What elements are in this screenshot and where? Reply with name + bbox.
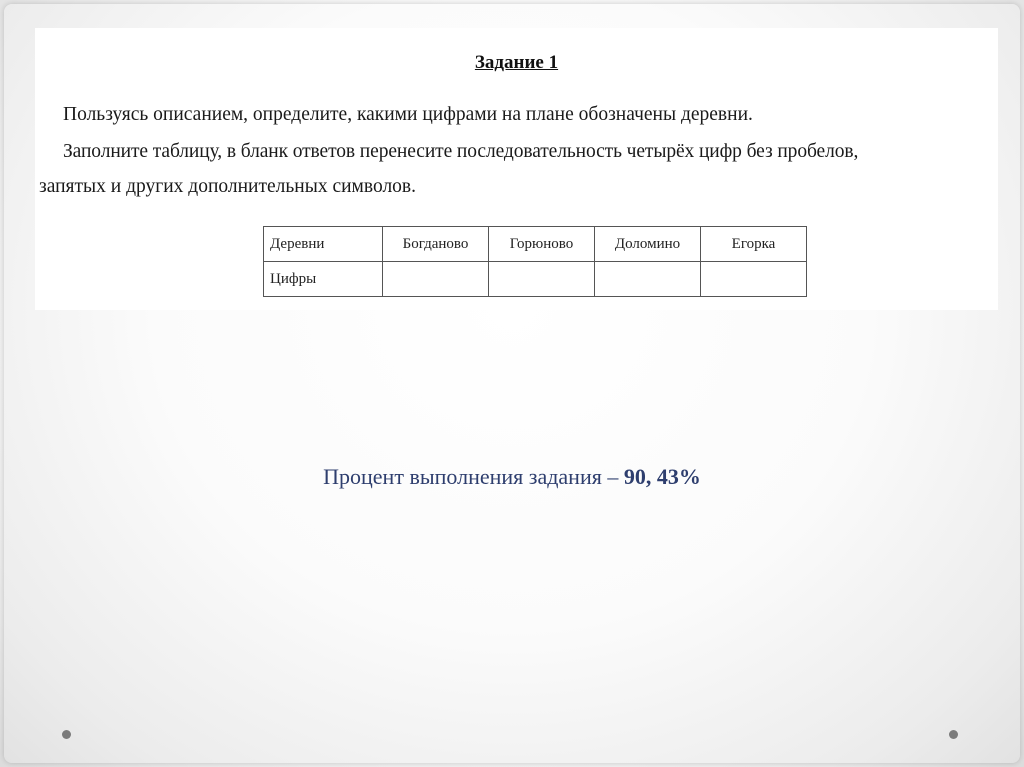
digit-cell bbox=[595, 262, 701, 297]
village-cell: Доломино bbox=[595, 227, 701, 262]
task-instruction-3: запятых и других дополнительных символов. bbox=[39, 176, 417, 197]
task-instruction-1: Пользуясь описанием, определите, какими цифрами на плане обозначены деревни. bbox=[63, 104, 753, 125]
digit-cell bbox=[489, 262, 595, 297]
completion-label: Процент выполнения задания – bbox=[323, 464, 624, 489]
table-header-cell: Деревни bbox=[264, 227, 383, 262]
village-cell: Горюново bbox=[489, 227, 595, 262]
decorative-dot bbox=[949, 730, 958, 739]
digit-cell bbox=[701, 262, 807, 297]
task-image bbox=[35, 28, 998, 310]
table-header-cell: Цифры bbox=[264, 262, 383, 297]
task-title: Задание 1 bbox=[474, 52, 559, 73]
table-row bbox=[264, 262, 807, 297]
table-row bbox=[264, 227, 807, 262]
digit-cell bbox=[383, 262, 489, 297]
decorative-dot bbox=[62, 730, 71, 739]
village-cell: Богданово bbox=[383, 227, 489, 262]
village-cell: Егорка bbox=[701, 227, 807, 262]
completion-value: 90, 43% bbox=[623, 464, 701, 489]
task-instruction-2: Заполните таблицу, в бланк ответов перенесите последовательность четырёх цифр без пробелов, bbox=[63, 141, 859, 162]
villages-table bbox=[263, 226, 807, 297]
completion-rate bbox=[0, 464, 1024, 490]
